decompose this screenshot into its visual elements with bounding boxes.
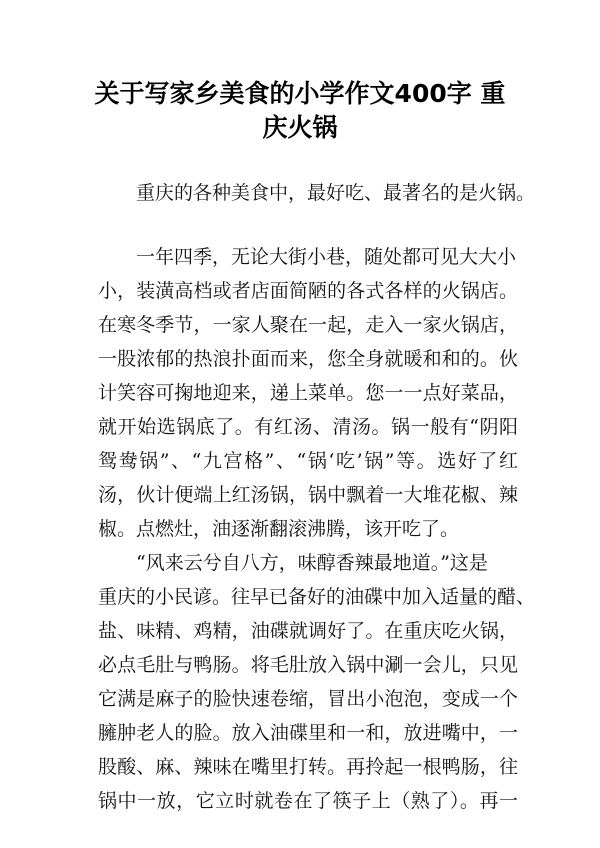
paragraph-3-line-6: 臃肿老人的脸。放入油碟里和一和，放进嘴中，一: [98, 722, 518, 744]
paragraph-3-line-4: 必点毛肚与鸭肠。将毛肚放入锅中涮一会儿，只见: [98, 654, 518, 676]
document-title-line-1: 关于写家乡美食的小学作文400字 重: [94, 79, 506, 108]
paragraph-3-line-2: 重庆的小民谚。往早已备好的油碟中加入适量的醋、: [98, 586, 536, 608]
paragraph-2-line-3: 在寒冬季节，一家人聚在一起，走入一家火锅店，: [98, 314, 518, 336]
document-title-line-2: 庆火锅: [262, 113, 338, 142]
paragraph-3-line-7: 股酸、麻、辣味在嘴里打转。再拎起一根鸭肠，往: [98, 756, 518, 778]
paragraph-1-line-1: 重庆的各种美食中，最好吃、最著名的是火锅。: [136, 182, 536, 204]
paragraph-3-line-5: 它满是麻子的脸快速卷缩，冒出小泡泡，变成一个: [98, 688, 518, 710]
paragraph-3-line-3: 盐、味精、鸡精，油碟就调好了。在重庆吃火锅，: [98, 620, 518, 642]
paragraph-2-line-7: 鸳鸯锅”、“九宫格”、“锅‘吃’锅”等。选好了红: [98, 450, 518, 472]
paragraph-2-line-9: 椒。点燃灶，油逐渐翻滚沸腾，该开吃了。: [98, 518, 460, 540]
paragraph-3-line-1: “风来云兮自八方，味醇香辣最地道。”这是: [136, 552, 488, 574]
paragraph-2-line-4: 一股浓郁的热浪扑面而来，您全身就暖和和的。伙: [98, 348, 518, 370]
paragraph-2-line-5: 计笑容可掬地迎来，递上菜单。您一一点好菜品，: [98, 382, 518, 404]
paragraph-2-line-1: 一年四季，无论大街小巷，随处都可见大大小: [136, 246, 517, 268]
paragraph-2-line-6: 就开始选锅底了。有红汤、清汤。锅一般有“阴阳: [98, 416, 518, 438]
paragraph-3-line-8: 锅中一放，它立时就卷在了筷子上（熟了）。再一: [98, 790, 518, 812]
paragraph-2-line-2: 小，装潢高档或者店面简陋的各式各样的火锅店。: [98, 280, 518, 302]
paragraph-2-line-8: 汤，伙计便端上红汤锅，锅中飘着一大堆花椒、辣: [98, 484, 518, 506]
